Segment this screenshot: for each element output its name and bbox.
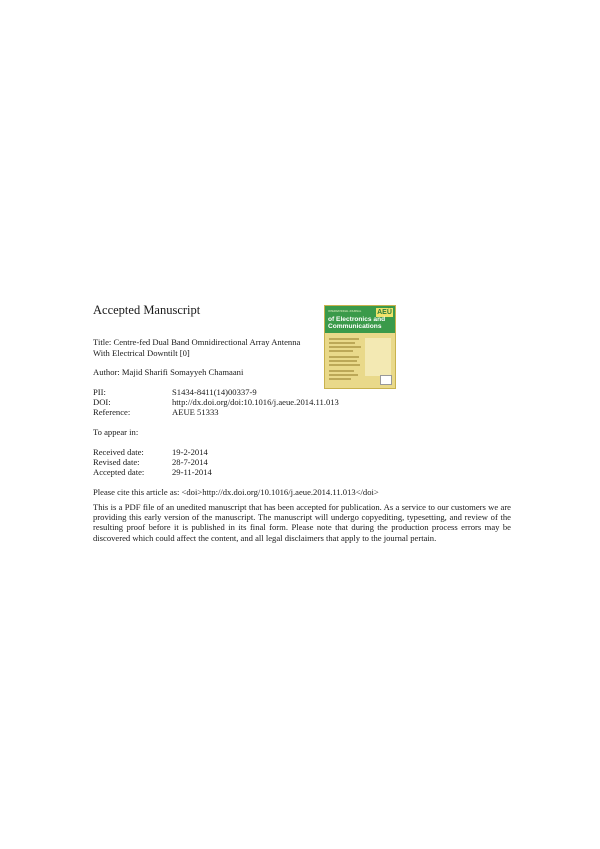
cover-inner-panel bbox=[365, 338, 391, 376]
pii-label: PII: bbox=[93, 387, 106, 397]
cover-text-line bbox=[329, 370, 354, 372]
author-line: Author: Majid Sharifi Somayyeh Chamaani bbox=[93, 367, 244, 377]
cover-publisher-badge bbox=[380, 375, 392, 385]
title-line-2: With Electrical Downtilt [0] bbox=[93, 348, 190, 358]
cover-logo: AEÜ bbox=[377, 309, 392, 316]
cover-text-line bbox=[329, 350, 353, 352]
cover-title-line2: Communications bbox=[328, 323, 382, 330]
page-heading: Accepted Manuscript bbox=[93, 303, 201, 317]
title-line-1: Title: Centre-fed Dual Band Omnidirectional Array Antenna bbox=[93, 337, 301, 347]
cover-banner bbox=[325, 306, 395, 333]
reference-label: Reference: bbox=[93, 407, 131, 417]
cover-intl-label: INTERNATIONAL JOURNAL bbox=[328, 310, 362, 313]
cover-text-line bbox=[329, 346, 361, 348]
cover-text-line bbox=[329, 378, 351, 380]
revised-date-label: Revised date: bbox=[93, 457, 140, 467]
accepted-date-value: 29-11-2014 bbox=[172, 467, 212, 477]
appear-label: To appear in: bbox=[93, 427, 139, 437]
pii-value: S1434-8411(14)00337-9 bbox=[172, 387, 257, 397]
doi-label: DOI: bbox=[93, 397, 111, 407]
journal-cover-thumbnail bbox=[324, 305, 396, 389]
cover-text-line bbox=[329, 374, 358, 376]
disclaimer-paragraph: This is a PDF file of an unedited manuscript that has been accepted for publication. As a service to our customers we are providing this early version of the manuscript. The manuscript will undergo copyediting, typesetting, and review of the resulting proof before it is published in its final form. Please note that during the production process errors may be discovered which could affect the content, and all legal disclaimers that apply to the journal pertain. bbox=[93, 502, 511, 543]
doi-value[interactable]: http://dx.doi.org/doi:10.1016/j.aeue.2014.11.013 bbox=[172, 397, 339, 407]
received-date-value: 19-2-2014 bbox=[172, 447, 208, 457]
received-date-label: Received date: bbox=[93, 447, 144, 457]
cover-text-line bbox=[329, 356, 359, 358]
accepted-date-label: Accepted date: bbox=[93, 467, 145, 477]
revised-date-value: 28-7-2014 bbox=[172, 457, 208, 467]
cover-text-line bbox=[329, 338, 359, 340]
cover-text-line bbox=[329, 360, 357, 362]
reference-value: AEUE 51333 bbox=[172, 407, 219, 417]
cover-text-line bbox=[329, 364, 360, 366]
citation-line: Please cite this article as: <doi>http://dx.doi.org/10.1016/j.aeue.2014.11.013</doi> bbox=[93, 487, 379, 497]
cover-title-line1: of Electronics and bbox=[328, 316, 386, 323]
cover-text-line bbox=[329, 342, 355, 344]
cover-title bbox=[328, 316, 385, 330]
